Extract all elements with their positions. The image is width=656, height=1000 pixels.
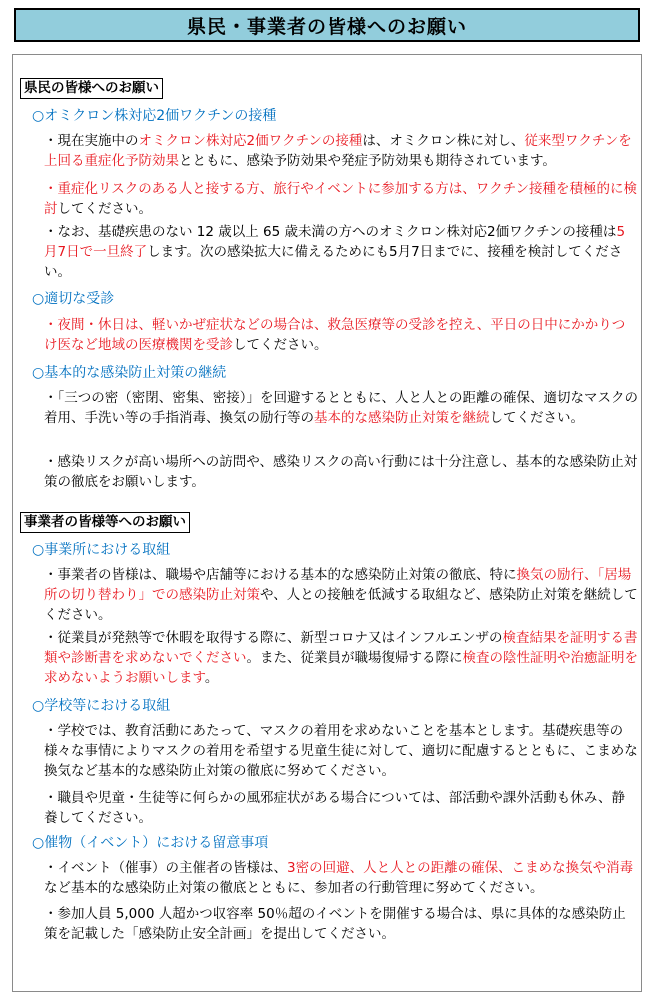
paragraph-workplace-1: ・事業者の皆様は、職場や店舗等における基本的な感染防止対策の徹底、特に換気の励行、「居場所の切り替わり」での感染防止対策や、人との接触を低減する取組など、感染防止対策を継続してください。 <box>44 567 638 623</box>
page-title <box>14 8 640 42</box>
section-title-residents: 県民の皆様へのお願い <box>20 78 163 99</box>
subheading-workplace: ○事業所における取組 <box>32 542 171 558</box>
paragraph-vaccine-3: ・なお、基礎疾患のない 12 歳以上 65 歳未満の方へのオミクロン株対応2価ワクチンの接種は5月7日で一旦終了します。次の感染拡大に備えるためにも5月7日までに、接種を検討してください。 <box>44 224 626 280</box>
paragraph-basic-measures-1: ・「三つの密（密閉、密集、密接）」を回避するとともに、人と人との距離の確保、適切なマスクの着用、手洗い等の手指消毒、換気の励行等の基本的な感染防止対策を継続してください。 <box>44 390 638 426</box>
paragraph-vaccine-2: ・重症化リスクのある人と接する方、旅行やイベントに参加する方は、ワクチン接種を積極的に検討してください。 <box>44 181 638 217</box>
page-title-text: 県民・事業者の皆様へのお願い <box>186 15 467 38</box>
section-title-businesses: 事業者の皆様等へのお願い <box>20 512 190 533</box>
paragraph-workplace-2: ・従業員が発熱等で休暇を取得する際に、新型コロナ又はインフルエンザの検査結果を証明する書類や診断書を求めないでください。また、従業員が職場復帰する際に検査の陰性証明や治癒証明を求めないようお願いします。 <box>44 630 638 686</box>
paragraph-basic-measures-2: ・感染リスクが高い場所への訪問や、感染リスクの高い行動には十分注意し、基本的な感染防止対策の徹底をお願いします。 <box>44 454 638 490</box>
subheading-basic-measures: ○基本的な感染防止対策の継続 <box>32 365 227 381</box>
subheading-schools: ○学校等における取組 <box>32 698 171 714</box>
paragraph-schools-1: ・学校では、教育活動にあたって、マスクの着用を求めないことを基本とします。基礎疾患等の様々な事情によりマスクの着用を希望する児童生徒に対して、適切に配慮するとともに、こまめな換気など基本的な感染防止対策の徹底に努めてください。 <box>44 723 638 779</box>
paragraph-events-1: ・イベント（催事）の主催者の皆様は、3密の回避、人と人との距離の確保、こまめな換気や消毒など基本的な感染防止対策の徹底とともに、参加者の行動管理に努めてください。 <box>44 860 634 896</box>
subheading-consultation: ○適切な受診 <box>32 291 115 307</box>
paragraph-events-2: ・参加人員 5,000 人超かつ収容率 50％超のイベントを開催する場合は、県に具体的な感染防止策を記載した「感染防止安全計画」を提出してください。 <box>44 906 626 942</box>
paragraph-consultation-1: ・夜間・休日は、軽いかぜ症状などの場合は、救急医療等の受診を控え、平日の日中にかかりつけ医など地域の医療機関を受診してください。 <box>44 317 626 353</box>
paragraph-vaccine-1: ・現在実施中のオミクロン株対応2価ワクチンの接種は、オミクロン株に対し、従来型ワクチンを上回る重症化予防効果とともに、感染予防効果や発症予防効果も期待されています。 <box>44 133 632 169</box>
subheading-vaccine: ○オミクロン株対応2価ワクチンの接種 <box>32 108 277 124</box>
subheading-events: ○催物（イベント）における留意事項 <box>32 835 269 851</box>
paragraph-schools-2: ・職員や児童・生徒等に何らかの風邪症状がある場合については、部活動や課外活動も休み、静養してください。 <box>44 790 626 826</box>
